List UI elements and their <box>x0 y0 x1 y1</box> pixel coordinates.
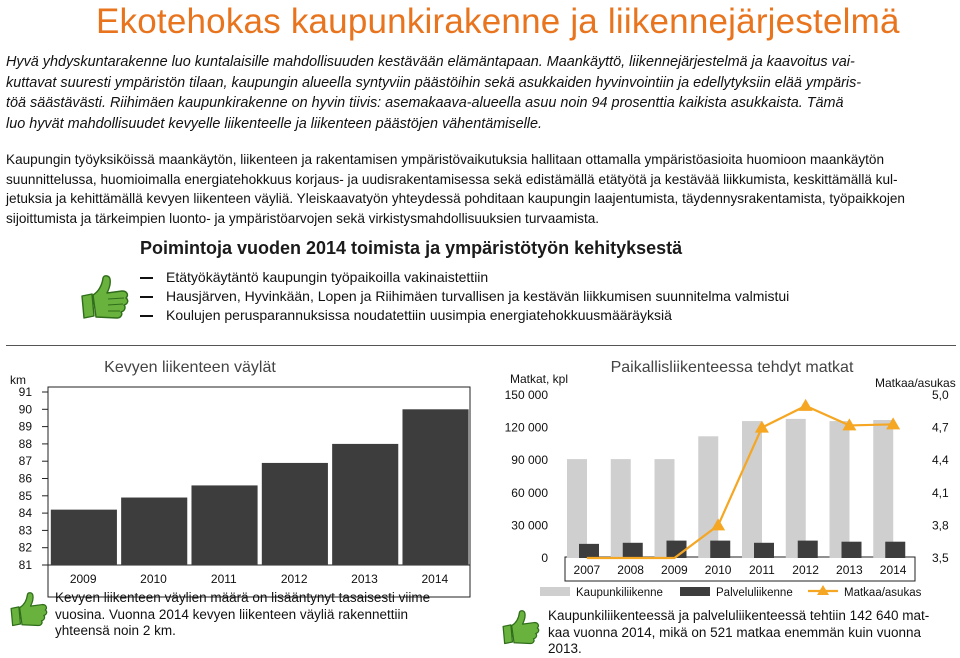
point-matkaa-asukas-2012 <box>799 399 813 411</box>
chart-caption-left <box>55 590 475 640</box>
bar-palveluliikenne-2010 <box>710 541 730 558</box>
body-line: Kaupungin työyksiköissä maankäytön, liikenteen ja rakentamisen ympäristövaikutuksia hallitaan ottamalla ympäristöasioita huomioon maankäytön <box>6 152 885 167</box>
bar-2009 <box>51 510 117 565</box>
x-tick-label: 2009 <box>69 572 97 586</box>
bar-2010 <box>121 498 187 565</box>
y-tick-label: 120 000 <box>504 420 548 435</box>
highlights-list <box>140 268 789 325</box>
intro-line: kuttavat suuresti ympäristön tilaan, kaupungin alueella syntyviin päästöihin sekä asukkaiden hyvinvointiin ja edellytyksiin elää ympäris- <box>6 74 862 91</box>
caption-line: yhteensä noin 2 km. <box>55 623 176 638</box>
x-tick-label: 2010 <box>704 563 732 577</box>
x-tick-label: 2011 <box>210 572 237 586</box>
x-tick-label: 2013 <box>351 572 378 586</box>
bar-2012 <box>262 463 328 565</box>
highlight-item: Koulujen perusparannuksissa noudatettiin uusimpia energiatehokkuusmääräyksiä <box>140 306 789 325</box>
caption-line: 2013. <box>548 641 582 656</box>
thumbs-up-icon <box>500 608 542 648</box>
y-tick-label: 30 000 <box>511 518 548 533</box>
y-tick-label: 60 000 <box>511 485 548 500</box>
bar-palveluliikenne-2013 <box>842 542 862 558</box>
caption-line: vuosina. Vuonna 2014 kevyen liikenteen väyliä rakennettiin <box>55 606 408 622</box>
legend-swatch-palveluliikenne <box>680 587 710 596</box>
highlight-item: Etätyökäytäntö kaupungin työpaikoilla vakinaistettiin <box>140 268 789 287</box>
bar-2013 <box>332 444 398 565</box>
body-paragraph <box>6 150 956 228</box>
y-tick-label: 90 000 <box>511 453 548 468</box>
bar-kaupunkiliikenne-2010 <box>698 436 718 558</box>
bar-kaupunkiliikenne-2014 <box>873 420 893 558</box>
y-axis-label: km <box>10 373 26 387</box>
y2-tick-label: 5,0 <box>932 388 949 402</box>
legend-swatch-kaupunkiliikenne <box>540 587 570 596</box>
x-tick-label: 2007 <box>573 563 601 577</box>
y2-tick-label: 4,7 <box>932 420 949 435</box>
highlight-item: Hausjärven, Hyvinkään, Lopen ja Riihimäen turvallisen ja kestävän liikkumisen suunnitelma valmistui <box>140 287 789 306</box>
x-tick-label: 2014 <box>879 563 907 577</box>
legend-label: Palveluliikenne <box>716 587 793 599</box>
caption-line: Kevyen liikenteen väylien määrä on lisääntynyt tasaisesti viime <box>55 590 431 605</box>
x-tick-label: 2009 <box>661 563 688 577</box>
bar-palveluliikenne-2007 <box>579 544 599 558</box>
body-line: sijoittumista ja tärkeimpien luonto- ja ympäristöarvojen sekä virkistysmahdollisuuksien turvaamista. <box>6 210 600 226</box>
x-tick-label: 2014 <box>421 572 449 586</box>
y2-axis-label: Matkaa/asukas <box>875 376 956 390</box>
thumbs-up-icon <box>8 590 50 630</box>
intro-line: Hyvä yhdyskuntarakenne luo kuntalaisille mahdollisuuden kestävään elämäntapaan. Maankäyttö, liikennejärjestelmä ja kaavoitus vai- <box>6 54 855 70</box>
body-line: jetuksia ja kehittämällä kevyen liikenteen väyliä. Yleiskaavatyön yhteydessä pohditaan kaupungin laajentumista, täydennysrakentamista, työpaikkojen <box>6 191 905 206</box>
y-axis-label: Matkat, kpl <box>510 372 569 386</box>
y-tick-label: 83 <box>18 523 32 538</box>
y2-tick-label: 4,4 <box>932 453 949 468</box>
chart-title: Kevyen liikenteen väylät <box>104 359 276 376</box>
intro-paragraph <box>6 52 956 134</box>
caption-line: kaa vuonna 2014, mikä on 521 matkaa enemmän kuin vuonna <box>548 624 921 640</box>
y-tick-label: 85 <box>18 488 32 503</box>
y-tick-label: 89 <box>18 419 32 434</box>
chart-local-traffic-trips <box>490 350 960 610</box>
bar-kaupunkiliikenne-2013 <box>830 421 850 558</box>
y-tick-label: 81 <box>18 558 32 572</box>
chart-caption-right <box>548 608 953 658</box>
intro-line: töä säästävästi. Riihimäen kaupunkirakenne on hyvin tiivis: asemakaava-alueella asuu noin 94 prosenttia kaikista asukkaista. Tämä <box>6 95 844 111</box>
bar-kaupunkiliikenne-2007 <box>567 459 587 558</box>
y2-tick-label: 3,5 <box>932 551 949 565</box>
chart-title: Paikallisliikenteessa tehdyt matkat <box>610 359 854 376</box>
x-tick-label: 2013 <box>836 563 863 577</box>
bar-palveluliikenne-2011 <box>754 543 774 558</box>
y-tick-label: 86 <box>18 471 32 486</box>
legend-label: Matkaa/asukas <box>844 587 922 599</box>
chart-light-traffic-routes <box>0 350 480 590</box>
x-tick-label: 2011 <box>748 563 775 577</box>
x-tick-label: 2008 <box>617 563 644 577</box>
caption-line: Kaupunkiliikenteessä ja palveluliikenteessä tehtiin 142 640 mat- <box>548 608 930 623</box>
highlights-heading: Poimintoja vuoden 2014 toimista ja ympäristötyön kehityksestä <box>140 238 683 258</box>
section-divider <box>6 345 956 346</box>
bar-2011 <box>191 485 257 565</box>
y2-tick-label: 4,1 <box>932 485 949 500</box>
x-tick-label: 2012 <box>280 572 308 586</box>
intro-line: luo hyvät mahdollisuudet kevyelle liikenteelle ja liikenteen päästöjen vähentämiselle. <box>6 115 542 132</box>
y-tick-label: 87 <box>18 454 32 469</box>
thumbs-up-icon <box>78 274 132 322</box>
y-tick-label: 88 <box>18 436 32 451</box>
y-tick-label: 150 000 <box>504 388 548 402</box>
x-tick-label: 2010 <box>140 572 167 586</box>
y-tick-label: 0 <box>541 551 548 565</box>
y-tick-label: 91 <box>18 385 32 399</box>
body-line: suunnittelussa, huomioimalla energiatehokkuus korjaus- ja uudisrakentamisessa sekä edistämällä etätyötä ja kestävää liikkumista, keskittämällä kul- <box>6 171 898 187</box>
bar-palveluliikenne-2014 <box>885 542 905 558</box>
bar-palveluliikenne-2008 <box>623 543 643 558</box>
legend-label: Kaupunkiliikenne <box>576 587 663 599</box>
page-title: Ekotehokas kaupunkirakenne ja liikennejärjestelmä <box>96 2 900 41</box>
bar-kaupunkiliikenne-2012 <box>786 419 806 558</box>
y2-tick-label: 3,8 <box>932 518 949 533</box>
bar-palveluliikenne-2012 <box>798 541 818 558</box>
bar-kaupunkiliikenne-2011 <box>742 421 762 558</box>
x-tick-label: 2012 <box>792 563 819 577</box>
y-tick-label: 84 <box>18 506 32 521</box>
y-tick-label: 90 <box>18 402 32 417</box>
y-tick-label: 82 <box>18 540 32 555</box>
bar-2014 <box>402 409 468 565</box>
